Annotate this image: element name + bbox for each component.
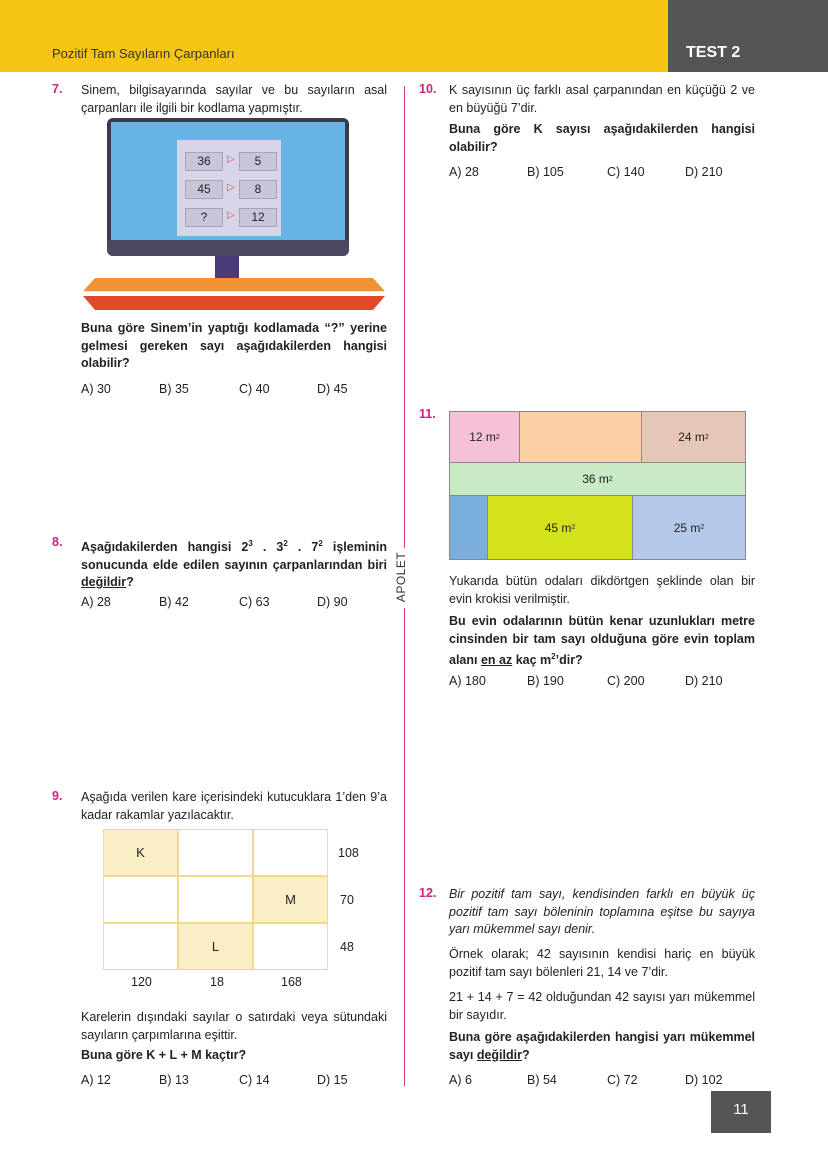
option-c[interactable]: C) 63 <box>239 595 270 609</box>
q8-text: işleminin sonucunda elde edilen sayının çarpanlarından biri <box>81 540 388 572</box>
room-36-sup: 2 <box>608 475 613 483</box>
option-a[interactable]: A) 28 <box>81 595 111 609</box>
option-c[interactable]: C) 14 <box>239 1073 270 1087</box>
option-b[interactable]: B) 35 <box>159 382 189 396</box>
side-label <box>396 548 416 608</box>
q8-text: Aşağıdakilerden hangisi 2 <box>81 540 249 555</box>
q8-text: . 3 <box>252 540 284 555</box>
q12-text: Buna göre aşağıdakilerden hangisi yarı mükemmel sayı <box>449 1030 755 1062</box>
q8-number: 8. <box>52 535 63 549</box>
option-b[interactable]: B) 42 <box>159 595 189 609</box>
q12-example: Örnek olarak; 42 sayısının kendisi hariç en büyük pozitif tam sayı bölenleri 21, 14 ve 7’dir. <box>449 947 755 979</box>
q10-question: Buna göre K sayısı aşağıdakilerden hangisi olabilir? <box>449 122 755 154</box>
option-d[interactable]: D) 210 <box>685 674 723 688</box>
q10-intro: K sayısının üç farklı asal çarpanından en küçüğü 2 ve en büyüğü 7’dir. <box>449 83 755 115</box>
room-12 <box>449 411 520 463</box>
q9-note: Karelerin dışındaki sayılar o satırdaki veya sütundaki sayıların çarpımlarına eşittir. <box>81 1010 387 1042</box>
room-24-label: 24 m <box>678 430 705 444</box>
option-a[interactable]: A) 28 <box>449 165 479 179</box>
option-c[interactable]: C) 72 <box>607 1073 638 1087</box>
room-45-label: 45 m <box>544 520 572 535</box>
computer-monitor-image <box>107 118 349 256</box>
row-product-1: 108 <box>338 846 359 860</box>
room-36-label: 36 m <box>582 472 609 486</box>
room-12-sup: 2 <box>495 433 500 441</box>
q7-intro: Sinem, bilgisayarında sayılar ve bu sayıların asal çarpanları ile ilgili bir kodlama yapmıştır. <box>81 83 387 115</box>
col-product-1: 120 <box>131 975 152 989</box>
grid-cell-m: M <box>253 876 328 923</box>
grid-cell <box>103 876 178 923</box>
q12-negation: değildir <box>476 1047 522 1062</box>
q11-text: Bu evin odalarının bütün kenar uzunlukları metre cinsinden bir tam sayı olduğuna göre evin toplam alanı <box>449 614 755 668</box>
header-bar <box>0 0 828 72</box>
room-unlabeled <box>519 411 642 463</box>
option-b[interactable]: B) 13 <box>159 1073 189 1087</box>
arrow-icon: ▷ <box>227 182 235 193</box>
q8-negation: değildir <box>81 575 127 590</box>
code-output-3: 12 <box>239 208 277 227</box>
grid-cell <box>253 829 328 876</box>
room-blue <box>449 495 488 560</box>
option-d[interactable]: D) 15 <box>317 1073 348 1087</box>
option-c[interactable]: C) 40 <box>239 382 270 396</box>
room-25-sup: 2 <box>700 524 705 531</box>
q8-text: ? <box>126 575 134 590</box>
col-product-2: 18 <box>210 975 224 989</box>
option-d[interactable]: D) 90 <box>317 595 348 609</box>
room-25-label: 25 m <box>673 520 701 535</box>
monitor-bezel <box>107 240 349 256</box>
row-product-2: 70 <box>340 893 354 907</box>
q8-text: . 7 <box>287 540 319 555</box>
option-b[interactable]: B) 190 <box>527 674 564 688</box>
grid-cell <box>178 829 253 876</box>
code-panel <box>177 140 281 236</box>
room-36 <box>449 462 746 496</box>
option-d[interactable]: D) 210 <box>685 165 723 179</box>
col-product-3: 168 <box>281 975 302 989</box>
page-number: 11 <box>711 1091 771 1133</box>
chapter-title: Pozitif Tam Sayıların Çarpanları <box>52 46 235 61</box>
code-input-1: 36 <box>185 152 223 171</box>
grid-cell <box>103 923 178 970</box>
q11-number: 11. <box>419 407 436 421</box>
floor-plan <box>449 411 746 560</box>
grid-cell-k: K <box>103 829 178 876</box>
q8-exp2: 2 <box>283 539 288 548</box>
grid-cell <box>178 876 253 923</box>
option-a[interactable]: A) 180 <box>449 674 486 688</box>
room-12-label: 12 m <box>469 430 496 444</box>
room-45-sup: 2 <box>571 524 576 531</box>
option-b[interactable]: B) 105 <box>527 165 564 179</box>
option-c[interactable]: C) 140 <box>607 165 645 179</box>
code-input-3: ? <box>185 208 223 227</box>
arrow-icon: ▷ <box>227 210 235 221</box>
code-input-2: 45 <box>185 180 223 199</box>
q11-emphasis: en az <box>480 653 513 668</box>
code-output-1: 5 <box>239 152 277 171</box>
room-24-sup: 2 <box>704 433 709 441</box>
q11-text: ’dir? <box>555 653 583 668</box>
q11-question <box>449 613 755 670</box>
q12-text: ? <box>521 1047 530 1062</box>
option-a[interactable]: A) 30 <box>81 382 111 396</box>
q9-question: Buna göre K + L + M kaçtır? <box>81 1048 247 1062</box>
room-25 <box>632 495 746 560</box>
q8-exp1: 3 <box>248 539 253 548</box>
monitor-screen <box>111 122 345 240</box>
q8-question <box>81 535 387 592</box>
q10-number: 10. <box>419 82 437 96</box>
option-a[interactable]: A) 6 <box>449 1073 472 1087</box>
q7-question: Buna göre Sinem’in yaptığı kodlamada “?” yerine gelmesi gereken sayı aşağıdakilerden hangisi olabilir? <box>81 321 387 370</box>
monitor-stand <box>215 256 239 280</box>
q7-number: 7. <box>52 82 63 96</box>
room-24 <box>641 411 746 463</box>
q11-description: Yukarıda bütün odaları dikdörtgen şeklinde olan bir evin krokisi verilmiştir. <box>449 574 755 606</box>
q12-question <box>449 1029 755 1064</box>
room-45 <box>487 495 633 560</box>
option-d[interactable]: D) 45 <box>317 382 348 396</box>
option-c[interactable]: C) 200 <box>607 674 645 688</box>
q9-number: 9. <box>52 789 63 803</box>
option-a[interactable]: A) 12 <box>81 1073 111 1087</box>
q12-calculation: 21 + 14 + 7 = 42 olduğundan 42 sayısı yarı mükemmel bir sayıdır. <box>449 990 755 1022</box>
q12-number: 12. <box>419 886 437 900</box>
option-d[interactable]: D) 102 <box>685 1073 723 1087</box>
arrow-icon: ▷ <box>227 154 235 165</box>
grid-cell <box>253 923 328 970</box>
code-output-2: 8 <box>239 180 277 199</box>
option-b[interactable]: B) 54 <box>527 1073 557 1087</box>
q11-sup: 2 <box>551 652 556 661</box>
q9-intro: Aşağıda verilen kare içerisindeki kutucuklara 1’den 9’a kadar rakamlar yazılacaktır. <box>81 790 387 822</box>
side-label-text: APOLET <box>394 551 409 603</box>
grid-cell-l: L <box>178 923 253 970</box>
q8-exp3: 2 <box>318 539 323 548</box>
row-product-3: 48 <box>340 940 354 954</box>
test-label: TEST 2 <box>668 0 828 72</box>
q12-definition: Bir pozitif tam sayı, kendisinden farklı en büyük üç pozitif tam sayı böleninin toplamına eşitse bu sayıya yarı mükemmel sayı denir. <box>449 887 755 936</box>
desk-front <box>83 296 385 310</box>
q11-text: kaç m <box>512 653 552 668</box>
